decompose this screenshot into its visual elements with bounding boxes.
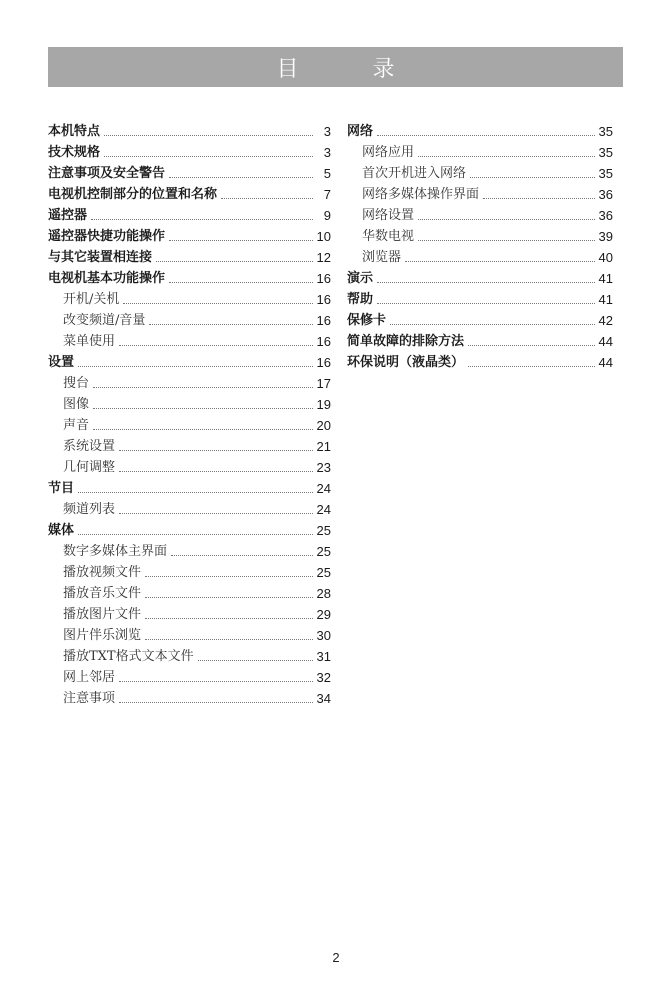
- toc-entry[interactable]: [48, 329, 331, 350]
- toc-entry-page: 16: [316, 271, 331, 286]
- toc-entry[interactable]: [48, 140, 331, 161]
- toc-entry-page: 32: [316, 670, 331, 685]
- toc-entry-label: 设置: [48, 355, 75, 370]
- toc-entry[interactable]: [48, 518, 331, 539]
- toc-dot-leader: [119, 450, 313, 451]
- page-title: 目 录: [276, 56, 421, 82]
- toc-dot-leader: [93, 408, 313, 409]
- toc-entry-label: 播放图片文件: [63, 607, 142, 622]
- toc-entry-label: 媒体: [48, 523, 75, 538]
- toc-entry[interactable]: [48, 119, 331, 140]
- toc-entry-label: 环保说明（液晶类）: [347, 355, 465, 370]
- toc-entry[interactable]: [347, 161, 613, 182]
- toc-entry-label: 首次开机进入网络: [362, 166, 467, 181]
- toc-entry-page: 30: [316, 628, 331, 643]
- toc-dot-leader: [169, 282, 313, 283]
- toc-dot-leader: [418, 240, 595, 241]
- toc-entry[interactable]: [48, 224, 331, 245]
- toc-entry-page: 7: [323, 187, 331, 202]
- toc-entry-page: 35: [598, 145, 613, 160]
- toc-entry[interactable]: [48, 266, 331, 287]
- toc-dot-leader: [418, 156, 595, 157]
- toc-entry[interactable]: [48, 581, 331, 602]
- toc-entry-label: 本机特点: [48, 124, 101, 139]
- toc-entry-label: 电视机控制部分的位置和名称: [48, 187, 218, 202]
- toc-entry-page: 20: [316, 418, 331, 433]
- toc-entry[interactable]: [347, 245, 613, 266]
- toc-entry-label: 帮助: [347, 292, 374, 307]
- toc-dot-leader: [119, 681, 313, 682]
- toc-entry-page: 36: [598, 187, 613, 202]
- toc-entry-label: 网络应用: [362, 145, 415, 160]
- toc-entry[interactable]: [48, 665, 331, 686]
- toc-entry[interactable]: [48, 371, 331, 392]
- toc-dot-leader: [145, 639, 313, 640]
- toc-entry[interactable]: [347, 224, 613, 245]
- toc-entry[interactable]: [48, 245, 331, 266]
- toc-dot-leader: [145, 618, 313, 619]
- toc-entry-label: 遥控器快捷功能操作: [48, 229, 166, 244]
- toc-entry-page: 17: [316, 376, 331, 391]
- toc-entry[interactable]: [48, 287, 331, 308]
- toc-dot-leader: [468, 345, 595, 346]
- toc-dot-leader: [104, 156, 313, 157]
- toc-dot-leader: [198, 660, 313, 661]
- toc-entry[interactable]: [48, 392, 331, 413]
- toc-entry-page: 35: [598, 124, 613, 139]
- toc-entry-page: 9: [323, 208, 331, 223]
- toc-entry[interactable]: [48, 350, 331, 371]
- toc-entry-page: 16: [316, 292, 331, 307]
- toc-entry-label: 网络多媒体操作界面: [362, 187, 480, 202]
- toc-entry[interactable]: [48, 434, 331, 455]
- toc-dot-leader: [104, 135, 313, 136]
- page-number: 2: [332, 950, 340, 965]
- toc-entry[interactable]: [347, 119, 613, 140]
- toc-entry-label: 菜单使用: [63, 334, 116, 349]
- toc-entry-page: 25: [316, 523, 331, 538]
- toc-dot-leader: [78, 366, 313, 367]
- toc-entry-label: 声音: [63, 418, 90, 433]
- toc-dot-leader: [169, 177, 313, 178]
- toc-entry-page: 25: [316, 565, 331, 580]
- toc-right-column: [347, 119, 613, 371]
- toc-dot-leader: [470, 177, 595, 178]
- toc-dot-leader: [145, 576, 313, 577]
- toc-entry[interactable]: [48, 539, 331, 560]
- toc-entry-page: 34: [316, 691, 331, 706]
- toc-entry-label: 频道列表: [63, 502, 116, 517]
- toc-entry-label: 节目: [48, 481, 75, 496]
- toc-entry-label: 改变频道/音量: [63, 313, 146, 328]
- toc-entry-page: 41: [598, 271, 613, 286]
- toc-entry-label: 图像: [63, 397, 90, 412]
- toc-dot-leader: [91, 219, 313, 220]
- toc-entry-label: 几何调整: [63, 460, 116, 475]
- toc-entry-label: 图片伴乐浏览: [63, 628, 142, 643]
- toc-dot-leader: [377, 282, 595, 283]
- toc-dot-leader: [221, 198, 313, 199]
- toc-entry[interactable]: [347, 308, 613, 329]
- toc-entry[interactable]: [48, 497, 331, 518]
- toc-entry-page: 23: [316, 460, 331, 475]
- toc-entry-label: 保修卡: [347, 313, 387, 328]
- toc-entry-label: 演示: [347, 271, 374, 286]
- toc-left-column: [48, 119, 331, 707]
- toc-entry-label: 播放TXT格式文本文件: [63, 649, 194, 664]
- toc-entry-label: 数字多媒体主界面: [63, 544, 168, 559]
- toc-entry-label: 遥控器: [48, 208, 88, 223]
- toc-entry-page: 10: [316, 229, 331, 244]
- toc-entry-page: 41: [598, 292, 613, 307]
- toc-entry[interactable]: [347, 182, 613, 203]
- toc-entry-page: 44: [598, 334, 613, 349]
- toc-entry-label: 华数电视: [362, 229, 415, 244]
- toc-entry-page: 16: [316, 313, 331, 328]
- toc-entry-page: 3: [323, 124, 331, 139]
- toc-dot-leader: [169, 240, 313, 241]
- toc-entry-page: 12: [316, 250, 331, 265]
- toc-entry[interactable]: [48, 455, 331, 476]
- toc-entry[interactable]: [48, 161, 331, 182]
- toc-entry-page: 16: [316, 355, 331, 370]
- toc-entry[interactable]: [347, 287, 613, 308]
- toc-entry-label: 与其它装置相连接: [48, 250, 153, 265]
- toc-dot-leader: [418, 219, 595, 220]
- toc-entry[interactable]: [48, 623, 331, 644]
- toc-dot-leader: [468, 366, 595, 367]
- toc-dot-leader: [78, 534, 313, 535]
- toc-dot-leader: [119, 513, 313, 514]
- toc-entry[interactable]: [347, 350, 613, 371]
- toc-entry-label: 网络: [347, 124, 374, 139]
- toc-entry-label: 开机/关机: [63, 292, 120, 307]
- toc-dot-leader: [93, 387, 313, 388]
- toc-entry-label: 技术规格: [48, 145, 101, 160]
- toc-dot-leader: [149, 324, 312, 325]
- toc-dot-leader: [483, 198, 595, 199]
- toc-dot-leader: [171, 555, 313, 556]
- toc-entry[interactable]: [48, 686, 331, 707]
- toc-entry-label: 系统设置: [63, 439, 116, 454]
- toc-entry-page: 31: [316, 649, 331, 664]
- toc-entry[interactable]: [48, 602, 331, 623]
- toc-entry[interactable]: [347, 266, 613, 287]
- toc-dot-leader: [119, 345, 313, 346]
- toc-entry-label: 播放视频文件: [63, 565, 142, 580]
- toc-dot-leader: [377, 303, 595, 304]
- toc-dot-leader: [119, 471, 313, 472]
- toc-entry[interactable]: [48, 308, 331, 329]
- toc-entry-page: 16: [316, 334, 331, 349]
- toc-entry[interactable]: [48, 644, 331, 665]
- toc-dot-leader: [119, 702, 313, 703]
- toc-dot-leader: [377, 135, 595, 136]
- toc-entry-page: 3: [323, 145, 331, 160]
- toc-entry-label: 网络设置: [362, 208, 415, 223]
- toc-entry-label: 简单故障的排除方法: [347, 334, 465, 349]
- toc-entry-page: 5: [323, 166, 331, 181]
- toc-entry-label: 注意事项及安全警告: [48, 166, 166, 181]
- toc-dot-leader: [123, 303, 312, 304]
- toc-entry-page: 29: [316, 607, 331, 622]
- toc-entry-page: 35: [598, 166, 613, 181]
- toc-entry[interactable]: [347, 140, 613, 161]
- toc-entry-page: 24: [316, 481, 331, 496]
- toc-entry-label: 注意事项: [63, 691, 116, 706]
- toc-dot-leader: [390, 324, 595, 325]
- toc-dot-leader: [93, 429, 313, 430]
- toc-entry-page: 19: [316, 397, 331, 412]
- toc-entry-page: 25: [316, 544, 331, 559]
- toc-entry-page: 40: [598, 250, 613, 265]
- toc-entry[interactable]: [48, 560, 331, 581]
- toc-entry-page: 44: [598, 355, 613, 370]
- toc-entry[interactable]: [347, 329, 613, 350]
- toc-entry-page: 42: [598, 313, 613, 328]
- toc-entry-label: 电视机基本功能操作: [48, 271, 166, 286]
- toc-entry[interactable]: [48, 476, 331, 497]
- toc-entry-page: 21: [316, 439, 331, 454]
- toc-entry-page: 28: [316, 586, 331, 601]
- toc-entry[interactable]: [48, 413, 331, 434]
- toc-dot-leader: [405, 261, 595, 262]
- toc-title-bar: [48, 47, 623, 87]
- toc-entry[interactable]: [48, 182, 331, 203]
- toc-dot-leader: [145, 597, 313, 598]
- toc-dot-leader: [78, 492, 313, 493]
- toc-entry-page: 24: [316, 502, 331, 517]
- toc-dot-leader: [156, 261, 313, 262]
- toc-entry[interactable]: [347, 203, 613, 224]
- toc-entry-label: 浏览器: [362, 250, 402, 265]
- toc-entry-label: 搜台: [63, 376, 90, 391]
- toc-entry-page: 39: [598, 229, 613, 244]
- toc-entry[interactable]: [48, 203, 331, 224]
- toc-entry-label: 播放音乐文件: [63, 586, 142, 601]
- toc-entry-page: 36: [598, 208, 613, 223]
- toc-entry-label: 网上邻居: [63, 670, 116, 685]
